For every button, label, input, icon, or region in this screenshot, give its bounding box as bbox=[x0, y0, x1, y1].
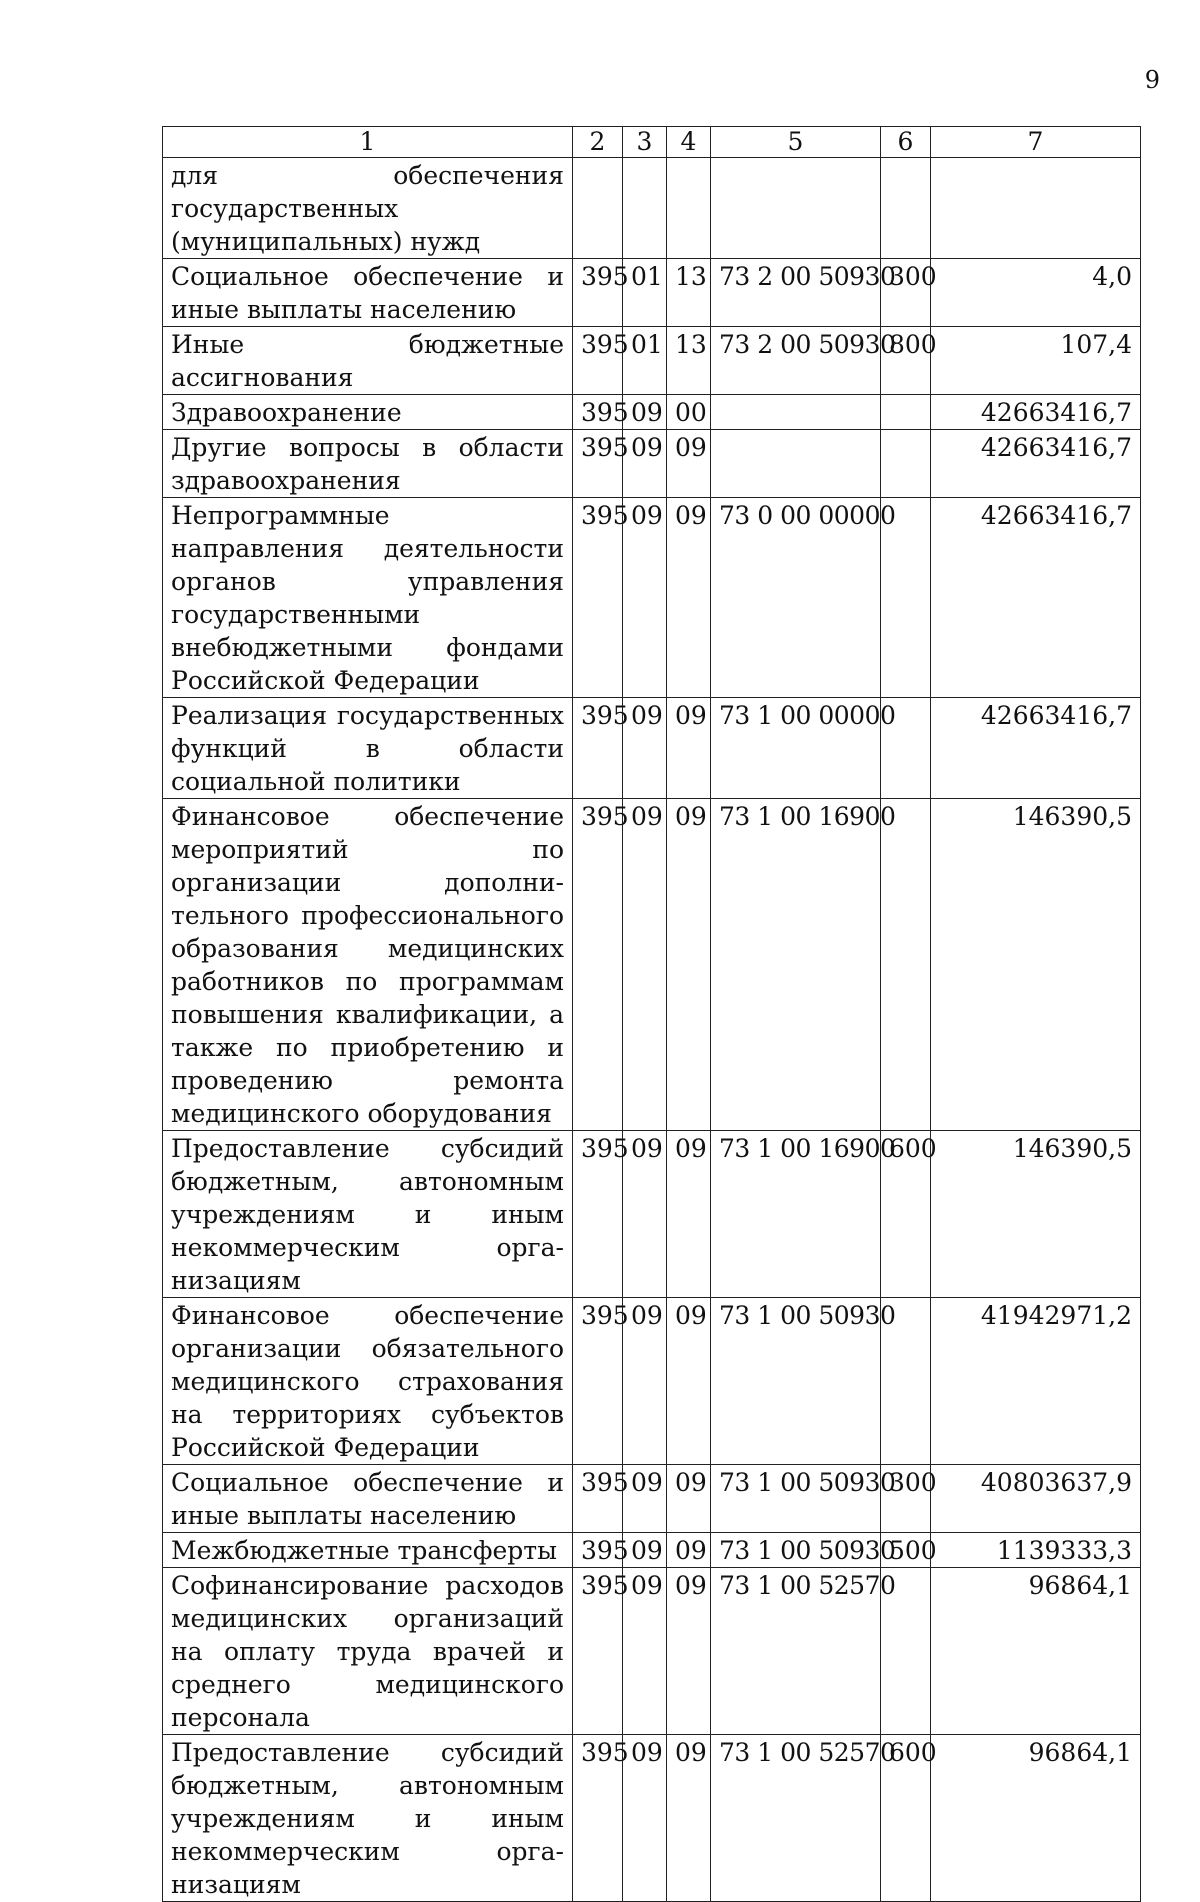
row-target-article: 73 1 00 52570 bbox=[711, 1735, 881, 1902]
row-section-code: 09 bbox=[623, 1533, 667, 1568]
row-target-article: 73 1 00 16900 bbox=[711, 1131, 881, 1298]
row-ministry-code: 395 bbox=[573, 1568, 623, 1735]
row-amount: 1139333,3 bbox=[931, 1533, 1141, 1568]
row-ministry-code: 395 bbox=[573, 1298, 623, 1465]
table-row bbox=[163, 327, 1141, 395]
row-expense-type: 800 bbox=[881, 327, 931, 395]
row-expense-type: 600 bbox=[881, 1131, 931, 1298]
row-target-article: 73 1 00 50930 bbox=[711, 1465, 881, 1533]
row-target-article: 73 1 00 50930 bbox=[711, 1298, 881, 1465]
row-subsection-code: 13 bbox=[667, 327, 711, 395]
header-col-2: 2 bbox=[573, 127, 623, 158]
page-number: 9 bbox=[1144, 66, 1160, 94]
row-ministry-code bbox=[573, 158, 623, 259]
row-target-article: 73 0 00 00000 bbox=[711, 498, 881, 698]
row-name: Предоставление субсидий бюджетным, автономным учреждениям и иным некоммерческим организациям bbox=[163, 1735, 573, 1902]
table-row bbox=[163, 1735, 1141, 1902]
row-subsection-code: 13 bbox=[667, 259, 711, 327]
row-section-code: 09 bbox=[623, 1735, 667, 1902]
row-amount: 96864,1 bbox=[931, 1568, 1141, 1735]
row-amount bbox=[931, 158, 1141, 259]
row-name: для обеспечения государственных (муниципальных) нужд bbox=[163, 158, 573, 259]
row-section-code: 09 bbox=[623, 1465, 667, 1533]
row-name: Социальное обеспечение и иные выплаты населению bbox=[163, 1465, 573, 1533]
table-header-row bbox=[163, 127, 1141, 158]
row-ministry-code: 395 bbox=[573, 498, 623, 698]
row-ministry-code: 395 bbox=[573, 1533, 623, 1568]
row-section-code: 09 bbox=[623, 395, 667, 430]
row-name: Реализация государственных функций в области социальной политики bbox=[163, 698, 573, 799]
row-section-code: 09 bbox=[623, 1131, 667, 1298]
row-section-code: 09 bbox=[623, 1298, 667, 1465]
row-target-article bbox=[711, 158, 881, 259]
row-subsection-code: 09 bbox=[667, 1568, 711, 1735]
row-name: Предоставление субсидий бюджетным, автономным учреждениям и иным некоммерческим организациям bbox=[163, 1131, 573, 1298]
row-subsection-code: 09 bbox=[667, 1298, 711, 1465]
row-section-code: 01 bbox=[623, 259, 667, 327]
table-row bbox=[163, 1298, 1141, 1465]
row-name: Иные бюджетные ассигнования bbox=[163, 327, 573, 395]
table-row bbox=[163, 1131, 1141, 1298]
row-subsection-code: 09 bbox=[667, 498, 711, 698]
row-ministry-code: 395 bbox=[573, 395, 623, 430]
table-row bbox=[163, 1465, 1141, 1533]
row-name: Финансовое обеспечение организации обязательного медицинского страхования на территориях субъектов Российской Федерации bbox=[163, 1298, 573, 1465]
row-section-code: 09 bbox=[623, 799, 667, 1131]
row-target-article: 73 1 00 52570 bbox=[711, 1568, 881, 1735]
row-subsection-code: 09 bbox=[667, 698, 711, 799]
row-section-code: 09 bbox=[623, 698, 667, 799]
row-expense-type bbox=[881, 799, 931, 1131]
row-subsection-code: 09 bbox=[667, 1533, 711, 1568]
row-name: Софинансирование расходов медицинских организаций на оплату труда врачей и среднего медицинского персонала bbox=[163, 1568, 573, 1735]
row-amount: 96864,1 bbox=[931, 1735, 1141, 1902]
row-amount: 41942971,2 bbox=[931, 1298, 1141, 1465]
table-row bbox=[163, 1533, 1141, 1568]
row-ministry-code: 395 bbox=[573, 1465, 623, 1533]
row-target-article bbox=[711, 395, 881, 430]
table-row bbox=[163, 259, 1141, 327]
row-subsection-code: 00 bbox=[667, 395, 711, 430]
row-ministry-code: 395 bbox=[573, 799, 623, 1131]
row-amount: 40803637,9 bbox=[931, 1465, 1141, 1533]
row-ministry-code: 395 bbox=[573, 1735, 623, 1902]
table-row bbox=[163, 1568, 1141, 1735]
row-expense-type: 600 bbox=[881, 1735, 931, 1902]
row-amount: 146390,5 bbox=[931, 799, 1141, 1131]
row-subsection-code: 09 bbox=[667, 430, 711, 498]
row-ministry-code: 395 bbox=[573, 327, 623, 395]
table-row bbox=[163, 698, 1141, 799]
row-section-code: 09 bbox=[623, 1568, 667, 1735]
row-target-article: 73 1 00 16900 bbox=[711, 799, 881, 1131]
row-target-article: 73 1 00 50930 bbox=[711, 1533, 881, 1568]
row-amount: 42663416,7 bbox=[931, 395, 1141, 430]
row-subsection-code bbox=[667, 158, 711, 259]
row-section-code: 09 bbox=[623, 498, 667, 698]
budget-table bbox=[162, 126, 1141, 1902]
header-col-6: 6 bbox=[881, 127, 931, 158]
table-row bbox=[163, 498, 1141, 698]
row-target-article: 73 2 00 50930 bbox=[711, 327, 881, 395]
table-row bbox=[163, 430, 1141, 498]
row-subsection-code: 09 bbox=[667, 1465, 711, 1533]
row-name: Здравоохранение bbox=[163, 395, 573, 430]
row-expense-type bbox=[881, 430, 931, 498]
row-expense-type: 500 bbox=[881, 1533, 931, 1568]
row-expense-type bbox=[881, 395, 931, 430]
row-amount: 146390,5 bbox=[931, 1131, 1141, 1298]
row-name: Межбюджетные трансферты bbox=[163, 1533, 573, 1568]
row-subsection-code: 09 bbox=[667, 799, 711, 1131]
row-amount: 42663416,7 bbox=[931, 498, 1141, 698]
row-name: Финансовое обеспечение мероприятий по организации дополнительного профессионального образования медицинских работников по программам повышения квалификации, а также по приобретению и проведению ремонта медицинского оборудования bbox=[163, 799, 573, 1131]
header-col-3: 3 bbox=[623, 127, 667, 158]
row-name: Социальное обеспечение и иные выплаты населению bbox=[163, 259, 573, 327]
header-col-4: 4 bbox=[667, 127, 711, 158]
row-section-code: 01 bbox=[623, 327, 667, 395]
row-amount: 107,4 bbox=[931, 327, 1141, 395]
header-col-5: 5 bbox=[711, 127, 881, 158]
table-row bbox=[163, 158, 1141, 259]
row-amount: 42663416,7 bbox=[931, 698, 1141, 799]
row-ministry-code: 395 bbox=[573, 430, 623, 498]
row-subsection-code: 09 bbox=[667, 1131, 711, 1298]
row-section-code bbox=[623, 158, 667, 259]
header-col-1: 1 bbox=[163, 127, 573, 158]
row-amount: 42663416,7 bbox=[931, 430, 1141, 498]
row-ministry-code: 395 bbox=[573, 1131, 623, 1298]
row-expense-type: 300 bbox=[881, 1465, 931, 1533]
row-section-code: 09 bbox=[623, 430, 667, 498]
row-name: Другие вопросы в области здравоохранения bbox=[163, 430, 573, 498]
header-col-7: 7 bbox=[931, 127, 1141, 158]
row-amount: 4,0 bbox=[931, 259, 1141, 327]
row-expense-type bbox=[881, 158, 931, 259]
row-subsection-code: 09 bbox=[667, 1735, 711, 1902]
row-target-article: 73 1 00 00000 bbox=[711, 698, 881, 799]
row-target-article bbox=[711, 430, 881, 498]
row-ministry-code: 395 bbox=[573, 698, 623, 799]
row-target-article: 73 2 00 50930 bbox=[711, 259, 881, 327]
table-row bbox=[163, 799, 1141, 1131]
row-ministry-code: 395 bbox=[573, 259, 623, 327]
row-name: Непрограммные направления деятельности органов управления государственными внебюджетными фондами Российской Федерации bbox=[163, 498, 573, 698]
row-expense-type: 300 bbox=[881, 259, 931, 327]
table-row bbox=[163, 395, 1141, 430]
